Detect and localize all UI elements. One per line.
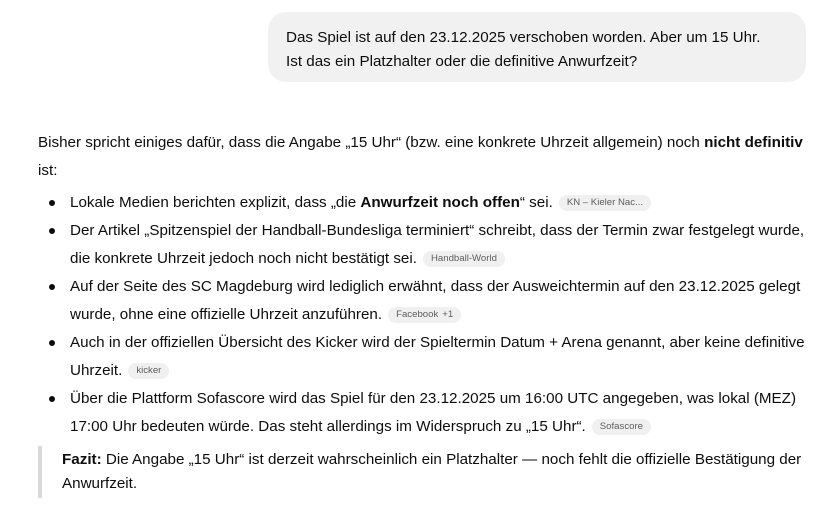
source-list: [38, 189, 808, 441]
source-chip-sofascore[interactable]: Sofascore: [592, 419, 651, 435]
list-item-text: Auch in der offiziellen Übersicht des Kicker wird der Spieltermin Datum + Arena genannt, aber keine definitive Uhrzeit.: [70, 334, 805, 379]
bullet-dot-icon: [49, 340, 55, 346]
source-chip-facebook[interactable]: [388, 307, 461, 323]
bullet-dot-icon: [49, 284, 55, 290]
intro-text: Bisher spricht einiges dafür, dass die Angabe „15 Uhr“ (bzw. eine konkrete Uhrzeit allgemein) noch: [38, 134, 705, 151]
list-item: [38, 329, 808, 385]
user-message-line-2: Ist das ein Platzhalter oder die definitive Anwurfzeit?: [286, 53, 638, 70]
conclusion-text: Die Angabe „15 Uhr“ ist derzeit wahrscheinlich ein Platzhalter — noch fehlt die offizielle Bestätigung der Anwurfzeit.: [62, 451, 802, 492]
source-chip-handball-world[interactable]: Handball-World: [423, 251, 505, 267]
list-item: [38, 189, 808, 217]
list-item: [38, 217, 808, 273]
source-chip-kicker[interactable]: kicker: [128, 363, 169, 379]
list-item-text: Auf der Seite des SC Magdeburg wird lediglich erwähnt, dass der Ausweichtermin auf den 23.12.2025 gelegt wurde, ohne eine offizielle Uhrzeit anzuführen.: [70, 278, 801, 323]
conclusion-blockquote: [38, 446, 808, 498]
user-message-line-1: Das Spiel ist auf den 23.12.2025 verschoben worden. Aber um 15 Uhr.: [286, 29, 761, 46]
list-item-bold: Anwurfzeit noch offen: [360, 194, 520, 211]
list-item-text-end: “ sei.: [519, 194, 553, 211]
intro-bold: nicht definitiv: [704, 134, 803, 151]
list-item-text: Der Artikel „Spitzenspiel der Handball-Bundesliga terminiert“ schreibt, dass der Termin zwar festgelegt wurde, die konkrete Uhrzeit jedoch noch nicht bestätigt sei.: [70, 222, 805, 267]
user-message-bubble: [268, 12, 806, 82]
source-chip-label: Facebook: [396, 309, 439, 320]
source-chip-extra-count: +1: [442, 309, 454, 320]
intro-end: ist:: [38, 162, 58, 179]
list-item-text: Über die Plattform Sofascore wird das Spiel für den 23.12.2025 um 16:00 UTC angegeben, was lokal (MEZ) 17:00 Uhr bedeuten würde. Das steht allerdings im Widerspruch zu „15 Uhr“.: [70, 390, 796, 435]
assistant-message: [38, 129, 808, 441]
conclusion-label: Fazit:: [62, 451, 102, 468]
bullet-dot-icon: [49, 200, 55, 206]
list-item: [38, 273, 808, 329]
bullet-dot-icon: [49, 228, 55, 234]
list-item: [38, 385, 808, 441]
bullet-dot-icon: [49, 396, 55, 402]
source-chip-kn[interactable]: KN – Kieler Nac...: [559, 195, 651, 211]
list-item-text: Lokale Medien berichten explizit, dass „die: [70, 194, 361, 211]
assistant-intro: [38, 129, 808, 185]
